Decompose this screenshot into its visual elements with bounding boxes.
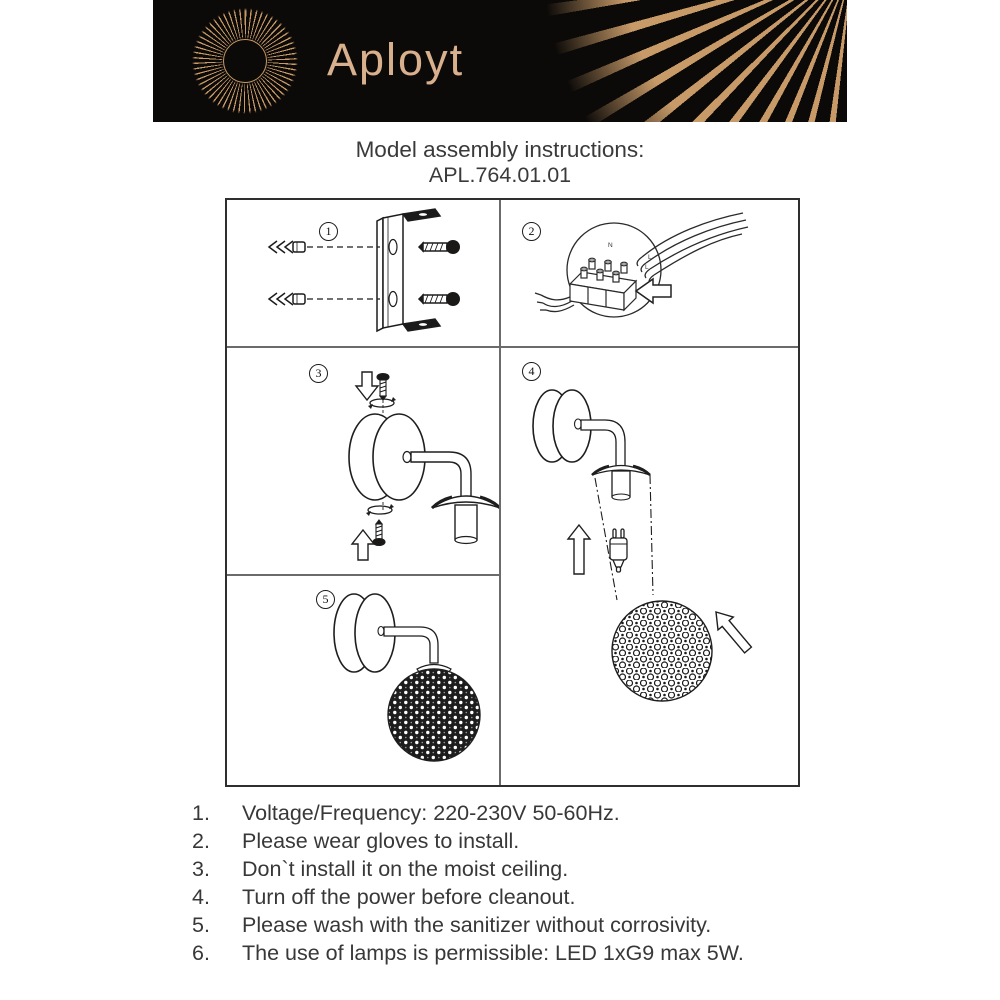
instruction-item: [192, 827, 872, 855]
lock-washer-icon: [368, 397, 396, 409]
instruction-number: 4.: [192, 885, 210, 909]
step-5-marker: 5: [316, 590, 335, 609]
instruction-number: 3.: [192, 857, 210, 881]
brand-banner: [153, 0, 847, 122]
assembly-diagram: [225, 198, 800, 787]
screw-icon: [377, 374, 389, 401]
instruction-text: Don`t install it on the moist ceiling.: [242, 857, 569, 881]
instruction-number: 5.: [192, 913, 210, 937]
outgoing-wires: [535, 293, 574, 312]
screw-icon: [373, 520, 385, 546]
instruction-number: 1.: [192, 801, 210, 825]
screw-icon: [419, 240, 460, 254]
step-3-marker: 3: [309, 364, 328, 383]
step-5-assembled-lamp-diagram: [227, 575, 499, 785]
step-4-bulb-globe-diagram: [500, 346, 798, 785]
screw-icon: [419, 292, 460, 306]
instruction-text: Please wash with the sanitizer without corrosivity.: [242, 913, 712, 937]
sunburst-logo-icon: [187, 3, 303, 119]
step-2-marker: 2: [522, 222, 541, 241]
instruction-item: [192, 911, 872, 939]
down-arrow-icon: [356, 372, 378, 400]
instruction-item: [192, 855, 872, 883]
model-number: APL.764.01.01: [428, 163, 572, 187]
insert-arrow-icon: [636, 279, 671, 303]
instruction-item: [192, 799, 872, 827]
instruction-list: [192, 799, 872, 967]
step-4-marker: 4: [522, 362, 541, 381]
g9-bulb-icon: [610, 529, 627, 572]
lock-washer-icon: [366, 504, 394, 516]
up-arrow-icon: [352, 530, 374, 560]
up-arrow-icon: [568, 525, 590, 574]
diagonal-arrow-icon: [716, 612, 751, 653]
wire-label-l: L: [645, 264, 649, 271]
sunburst-core: [223, 39, 267, 83]
instruction-item: [192, 939, 872, 967]
instruction-text: Turn off the power before cleanout.: [242, 885, 576, 909]
corner-rays-decoration: [547, 0, 847, 122]
instruction-text: The use of lamps is permissible: LED 1xG9 max 5W.: [242, 941, 744, 965]
crystal-globe: [612, 601, 712, 701]
step-1-bracket-diagram: [227, 200, 499, 346]
step-1-marker: 1: [319, 222, 338, 241]
step-3-canopy-diagram: [227, 346, 499, 575]
instruction-text: Voltage/Frequency: 220-230V 50-60Hz.: [242, 801, 620, 825]
instruction-text: Please wear gloves to install.: [242, 829, 520, 853]
instruction-item: [192, 883, 872, 911]
page-title: Model assembly instructions:: [355, 137, 645, 162]
shade-holder: [432, 496, 499, 544]
wall-anchor-icon: [269, 293, 305, 305]
incoming-wires: [637, 213, 748, 284]
brand-name: Aployt: [327, 34, 465, 85]
instruction-number: 2.: [192, 829, 210, 853]
crystal-globe: [388, 669, 480, 761]
shade-holder: [592, 466, 650, 501]
step-2-wiring-diagram: [500, 200, 798, 346]
instruction-number: 6.: [192, 941, 210, 965]
wire-label-n: N: [608, 242, 613, 249]
wall-anchor-icon: [269, 241, 305, 253]
terminal-block: [570, 258, 636, 310]
wire-label-l: L: [648, 254, 652, 261]
